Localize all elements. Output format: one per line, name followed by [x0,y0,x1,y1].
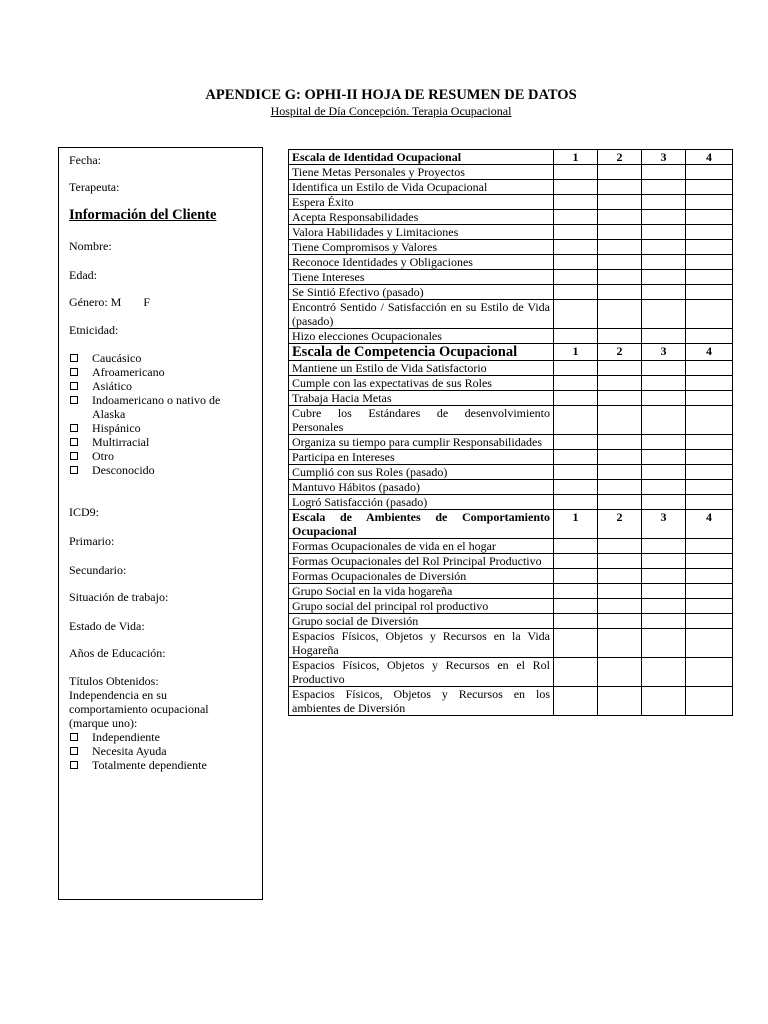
rating-cell[interactable] [642,225,686,240]
rating-cell[interactable] [642,687,686,716]
rating-cell[interactable] [642,465,686,480]
table-row [289,599,733,614]
rating-cell[interactable] [554,270,598,285]
scale-item-label: Espera Éxito [289,195,554,210]
scale-item-label: Tiene Metas Personales y Proyectos [289,165,554,180]
table-row [289,406,733,435]
rating-cell[interactable] [642,614,686,629]
rating-cell[interactable] [686,210,733,225]
rating-cell[interactable] [554,376,598,391]
rating-cell[interactable] [554,240,598,255]
rating-cell[interactable] [554,539,598,554]
rating-cell[interactable] [554,210,598,225]
rating-cell[interactable] [554,465,598,480]
rating-cell[interactable] [554,569,598,584]
table-row [289,495,733,510]
rating-cell[interactable] [598,495,642,510]
table-row [289,539,733,554]
scale-item-label: Identifica un Estilo de Vida Ocupacional [289,180,554,195]
table-row [289,329,733,344]
rating-cell[interactable] [642,165,686,180]
scale-title: Escala de Ambientes de Comportamiento Ocupacional [289,510,554,539]
rating-cell[interactable] [554,180,598,195]
rating-cell[interactable] [686,599,733,614]
rating-cell[interactable] [642,361,686,376]
checkbox-icon[interactable] [70,368,78,376]
ophi-rating-table [288,149,733,716]
rating-cell[interactable] [598,210,642,225]
rating-cell[interactable] [686,180,733,195]
rating-cell[interactable] [686,300,733,329]
scale-item-label: Tiene Compromisos y Valores [289,240,554,255]
rating-cell[interactable] [642,480,686,495]
table-row [289,376,733,391]
rating-cell[interactable] [642,450,686,465]
table-row [289,554,733,569]
rating-cell[interactable] [598,687,642,716]
independence-option[interactable]: Totalmente dependiente [70,758,260,772]
rating-cell[interactable] [598,270,642,285]
anos-educacion-field[interactable]: Años de Educación: [69,646,166,660]
rating-column-header: 2 [598,510,642,539]
situacion-trabajo-field[interactable]: Situación de trabajo: [69,590,169,604]
checkbox-icon[interactable] [70,396,78,404]
scale-item-label: Organiza su tiempo para cumplir Responsabilidades [289,435,554,450]
rating-cell[interactable] [554,300,598,329]
rating-cell[interactable] [642,329,686,344]
genero-f-label: F [143,295,151,309]
scale-item-label: Reconoce Identidades y Obligaciones [289,255,554,270]
rating-cell[interactable] [686,270,733,285]
rating-cell[interactable] [554,225,598,240]
ethnicity-option[interactable]: Otro [70,449,260,463]
rating-column-header: 2 [598,344,642,361]
rating-cell[interactable] [642,180,686,195]
rating-cell[interactable] [686,554,733,569]
edad-field[interactable]: Edad: [69,268,97,282]
table-row [289,687,733,716]
scale-item-label: Cumplió con sus Roles (pasado) [289,465,554,480]
rating-cell[interactable] [598,329,642,344]
rating-cell[interactable] [554,285,598,300]
checkbox-icon[interactable] [70,466,78,474]
scale-item-label: Logró Satisfacción (pasado) [289,495,554,510]
rating-cell[interactable] [554,329,598,344]
table-row [289,165,733,180]
scale-item-label: Formas Ocupacionales de Diversión [289,569,554,584]
rating-cell[interactable] [642,495,686,510]
table-row [289,361,733,376]
rating-cell[interactable] [686,495,733,510]
table-row [289,180,733,195]
scale-item-label: Se Sintió Efectivo (pasado) [289,285,554,300]
scale-item-label: Acepta Responsabilidades [289,210,554,225]
rating-cell[interactable] [642,240,686,255]
scale-item-label: Espacios Físicos, Objetos y Recursos en la Vida Hogareña [289,629,554,658]
independencia-label: Independencia en su comportamiento ocupacional (marque uno): [69,688,209,730]
rating-cell[interactable] [686,450,733,465]
rating-cell[interactable] [554,599,598,614]
fecha-field[interactable]: Fecha: [69,153,101,167]
rating-cell[interactable] [554,480,598,495]
rating-cell[interactable] [598,614,642,629]
rating-column-header: 1 [554,344,598,361]
rating-cell[interactable] [686,435,733,450]
rating-cell[interactable] [686,629,733,658]
rating-cell[interactable] [554,391,598,406]
client-info-panel [58,147,263,900]
rating-cell[interactable] [554,629,598,658]
ethnicity-option[interactable]: Hispánico [70,421,260,435]
etnicidad-label: Etnicidad: [69,323,119,337]
table-row [289,480,733,495]
rating-cell[interactable] [554,584,598,599]
rating-cell[interactable] [598,391,642,406]
scale-title: Escala de Identidad Ocupacional [289,150,554,165]
table-row [289,391,733,406]
rating-cell[interactable] [554,406,598,435]
scale-item-label: Cubre los Estándares de desenvolvimiento Personales [289,406,554,435]
table-row [289,465,733,480]
rating-cell[interactable] [642,270,686,285]
rating-cell[interactable] [598,599,642,614]
rating-cell[interactable] [598,629,642,658]
rating-cell[interactable] [598,465,642,480]
table-row [289,225,733,240]
rating-cell[interactable] [598,240,642,255]
secundario-field[interactable]: Secundario: [69,563,127,577]
nombre-field[interactable]: Nombre: [69,239,112,253]
scale-title: Escala de Competencia Ocupacional [289,344,554,361]
icd9-field[interactable]: ICD9: [69,505,99,519]
rating-column-header: 2 [598,150,642,165]
rating-cell[interactable] [642,391,686,406]
rating-cell[interactable] [598,569,642,584]
rating-column-header: 4 [686,510,733,539]
rating-cell[interactable] [598,539,642,554]
rating-cell[interactable] [686,165,733,180]
rating-column-header: 3 [642,150,686,165]
scale-item-label: Participa en Intereses [289,450,554,465]
rating-cell[interactable] [554,165,598,180]
rating-cell[interactable] [598,180,642,195]
rating-cell[interactable] [598,406,642,435]
rating-cell[interactable] [598,195,642,210]
rating-cell[interactable] [686,391,733,406]
rating-cell[interactable] [686,329,733,344]
rating-cell[interactable] [686,614,733,629]
rating-cell[interactable] [598,450,642,465]
independence-option[interactable]: Independiente [70,730,260,744]
scale-item-label: Grupo social de Diversión [289,614,554,629]
rating-cell[interactable] [686,285,733,300]
rating-cell[interactable] [642,629,686,658]
ethnicity-option[interactable]: Asiático [70,379,260,393]
rating-cell[interactable] [554,435,598,450]
scale-item-label: Hizo elecciones Ocupacionales [289,329,554,344]
rating-cell[interactable] [686,361,733,376]
ethnicity-option[interactable]: Caucásico [70,351,260,365]
checkbox-icon[interactable] [70,382,78,390]
ethnicity-option[interactable]: Desconocido [70,463,260,477]
rating-cell[interactable] [554,450,598,465]
table-row [289,300,733,329]
rating-cell[interactable] [598,361,642,376]
rating-cell[interactable] [554,554,598,569]
rating-cell[interactable] [554,255,598,270]
rating-cell[interactable] [598,584,642,599]
scale-item-label: Trabaja Hacia Metas [289,391,554,406]
checkbox-icon[interactable] [70,747,78,755]
table-row [289,435,733,450]
rating-cell[interactable] [686,584,733,599]
rating-cell[interactable] [686,225,733,240]
table-row [289,270,733,285]
rating-cell[interactable] [554,495,598,510]
rating-cell[interactable] [642,569,686,584]
checkbox-icon[interactable] [70,354,78,362]
table-row [289,285,733,300]
rating-cell[interactable] [598,480,642,495]
terapeuta-field[interactable]: Terapeuta: [69,180,120,194]
rating-cell[interactable] [554,687,598,716]
rating-cell[interactable] [598,300,642,329]
table-row [289,450,733,465]
page-title: APENDICE G: OPHI-II HOJA DE RESUMEN DE DATOS [205,87,577,103]
table-row [289,584,733,599]
rating-cell[interactable] [686,255,733,270]
rating-cell[interactable] [554,361,598,376]
rating-cell[interactable] [642,300,686,329]
scale-header-row [289,150,733,165]
rating-cell[interactable] [598,658,642,687]
page-subtitle: Hospital de Día Concepción. Terapia Ocupacional [270,104,512,118]
table-row [289,614,733,629]
rating-cell[interactable] [598,285,642,300]
genero-m-label: Género: M [69,295,122,309]
rating-cell[interactable] [686,240,733,255]
scale-item-label: Grupo Social en la vida hogareña [289,584,554,599]
rating-cell[interactable] [642,376,686,391]
rating-column-header: 1 [554,510,598,539]
rating-column-header: 4 [686,150,733,165]
rating-cell[interactable] [642,195,686,210]
rating-cell[interactable] [642,285,686,300]
rating-cell[interactable] [598,554,642,569]
rating-cell[interactable] [598,435,642,450]
rating-cell[interactable] [686,480,733,495]
rating-cell[interactable] [642,554,686,569]
scale-item-label: Grupo social del principal rol productivo [289,599,554,614]
rating-cell[interactable] [686,687,733,716]
rating-cell[interactable] [686,406,733,435]
rating-column-header: 3 [642,344,686,361]
scale-item-label: Espacios Físicos, Objetos y Recursos en el Rol Productivo [289,658,554,687]
independence-option[interactable]: Necesita Ayuda [70,744,260,758]
scale-item-label: Formas Ocupacionales de vida en el hogar [289,539,554,554]
rating-cell[interactable] [598,225,642,240]
rating-cell[interactable] [598,376,642,391]
scale-header-row [289,344,733,361]
table-row [289,569,733,584]
table-row [289,658,733,687]
checkbox-icon[interactable] [70,733,78,741]
rating-cell[interactable] [686,658,733,687]
estado-vida-field[interactable]: Estado de Vida: [69,619,145,633]
rating-cell[interactable] [686,195,733,210]
ethnicity-option[interactable]: Afroamericano [70,365,260,379]
rating-cell[interactable] [686,569,733,584]
rating-cell[interactable] [554,614,598,629]
scale-header-row [289,510,733,539]
rating-cell[interactable] [686,465,733,480]
rating-cell[interactable] [598,255,642,270]
titulos-field[interactable]: Títulos Obtenidos: [69,674,159,688]
table-row [289,629,733,658]
rating-cell[interactable] [642,435,686,450]
rating-cell[interactable] [642,584,686,599]
rating-column-header: 4 [686,344,733,361]
scale-item-label: Tiene Intereses [289,270,554,285]
checkbox-icon[interactable] [70,452,78,460]
rating-column-header: 1 [554,150,598,165]
scale-item-label: Cumple con las expectativas de sus Roles [289,376,554,391]
table-row [289,240,733,255]
table-row [289,255,733,270]
rating-cell[interactable] [598,165,642,180]
ethnicity-option[interactable]: Multirracial [70,435,260,449]
scale-item-label: Mantiene un Estilo de Vida Satisfactorio [289,361,554,376]
checkbox-icon[interactable] [70,424,78,432]
rating-cell[interactable] [642,539,686,554]
rating-cell[interactable] [642,406,686,435]
scale-item-label: Formas Ocupacionales del Rol Principal Productivo [289,554,554,569]
rating-cell[interactable] [642,255,686,270]
checkbox-icon[interactable] [70,438,78,446]
rating-column-header: 3 [642,510,686,539]
ethnicity-option[interactable]: Indoamericano o nativo de Alaska [70,393,245,421]
rating-cell[interactable] [686,376,733,391]
rating-cell[interactable] [686,539,733,554]
scale-item-label: Valora Habilidades y Limitaciones [289,225,554,240]
rating-cell[interactable] [554,658,598,687]
genero-field[interactable] [69,295,150,309]
scale-item-label: Espacios Físicos, Objetos y Recursos en los ambientes de Diversión [289,687,554,716]
table-row [289,195,733,210]
rating-cell[interactable] [554,195,598,210]
table-row [289,210,733,225]
scale-item-label: Encontró Sentido / Satisfacción en su Estilo de Vida (pasado) [289,300,554,329]
scale-item-label: Mantuvo Hábitos (pasado) [289,480,554,495]
client-info-heading: Información del Cliente [69,207,217,223]
rating-cell[interactable] [642,599,686,614]
rating-cell[interactable] [642,658,686,687]
primario-field[interactable]: Primario: [69,534,115,548]
rating-cell[interactable] [642,210,686,225]
checkbox-icon[interactable] [70,761,78,769]
